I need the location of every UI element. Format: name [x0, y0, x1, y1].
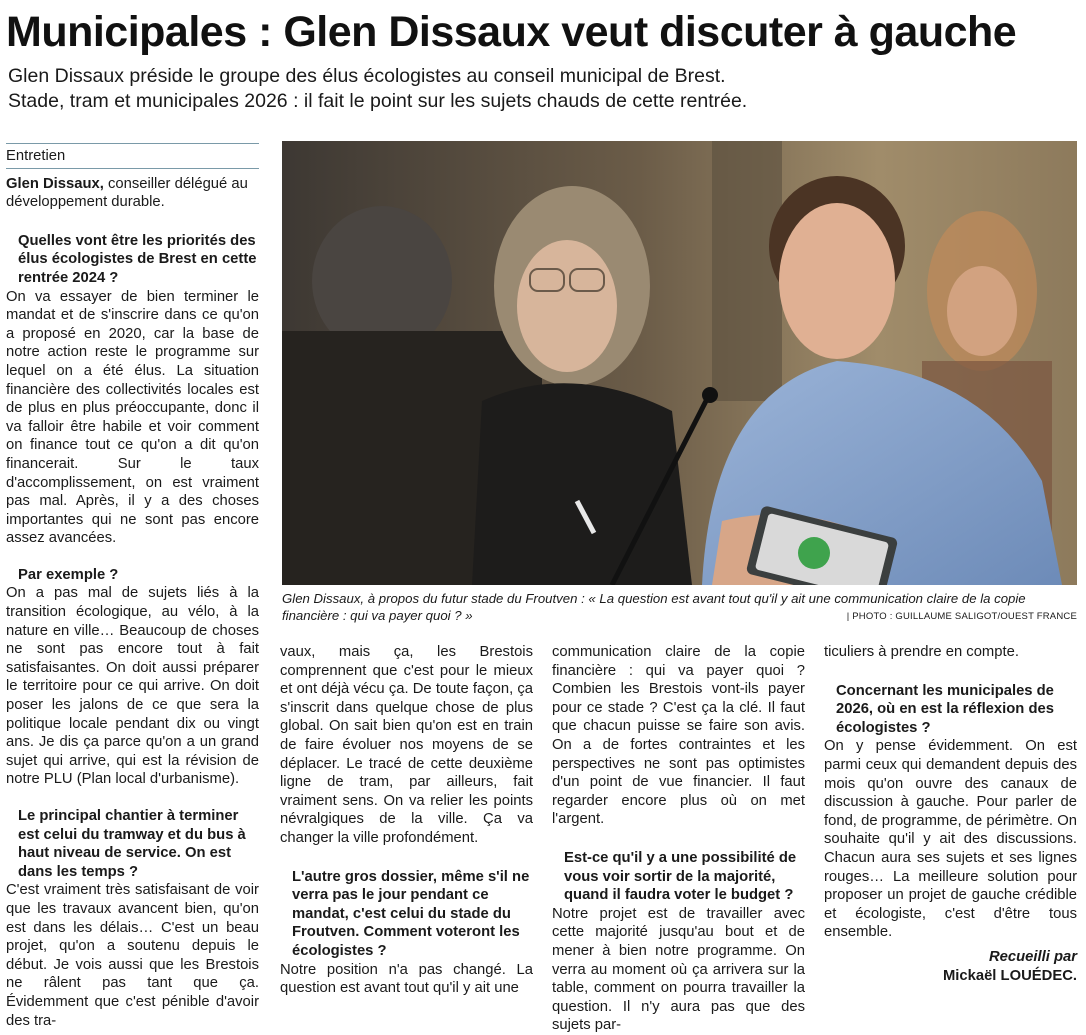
- photo-credit: | PHOTO : GUILLAUME SALIGOT/OUEST FRANCE: [846, 611, 1077, 622]
- headline: Municipales : Glen Dissaux veut discuter à gauche: [6, 8, 1017, 56]
- question-3: Le principal chantier à terminer est celui du tramway et du bus à haut niveau de service. On est dans les temps ?: [18, 808, 246, 880]
- answer-3-part-1: C'est vraiment très satisfaisant de voir que les travaux avancent bien, qu'on est dans les délais… C'est un beau projet, qu'on a soutenu depuis le début. Je vois aussi que les Brestois ne râlent pas tant que ça. Évidemment que c'est pénible d'avoir des tra-: [6, 882, 259, 1029]
- article-column-2: [280, 643, 533, 998]
- answer-5-part-1: Notre projet est de travailler avec cette majorité jusqu'au bout et de mener à bien notre programme. On verra au moment où ça arrivera sur la table, comment on pourra travailler la question. Il n'y aura pas que des sujets par-: [552, 905, 805, 1034]
- interviewee-role: conseiller délégué au développement durable.: [6, 175, 248, 211]
- question-4: L'autre gros dossier, même s'il ne verra pas le jour pendant ce mandat, c'est celui du stade du Froutven. Comment voteront les écologistes ?: [292, 868, 530, 959]
- standfirst-line-1: Glen Dissaux préside le groupe des élus écologistes au conseil municipal de Brest.: [8, 65, 726, 87]
- answer-1: On va essayer de bien terminer le mandat et de s'inscrire dans ce qu'on a proposé en 2020, car la base de notre action reste le programme sur lequel on a été élus. La situation financière des collectivités locales est de plus en plus préoccupante, donc il va falloir être habile et voir comment on finance tout ce qu'on a dit qu'on financerait. Sur le taux d'accomplissement, on est vraiment pas mal. Après, il y a des choses importantes qui ne sont pas encore assez avancées.: [6, 288, 259, 547]
- intro: [6, 175, 259, 212]
- standfirst-line-2: Stade, tram et municipales 2026 : il fait le point sur les sujets chauds de cette rentrée.: [8, 90, 748, 112]
- answer-2: On a pas mal de sujets liés à la transition écologique, au vélo, à la nature en ville… Beaucoup de choses ne sont pas encore tout à fait satisfaisantes. On doit aussi préparer le territoire pour ce qui arrive. On doit poser les jalons de ce que sera la politique locale pendant dix ou vingt ans. Je dis ça parce qu'on a un grand sujet qui arrive, qui est la révision de notre PLU (Plan local d'urbanisme).: [6, 585, 259, 788]
- article-column-3: [552, 643, 805, 1035]
- rubric-label: Entretien: [6, 143, 259, 169]
- interviewee-name: Glen Dissaux,: [6, 175, 104, 192]
- byline-label: Recueilli par: [989, 948, 1077, 965]
- answer-4-part-2: communication claire de la copie financière : qui va payer quoi ? Combien les Brestois vont-ils payer pour ce stade ? C'est ça la clé. Il faut que chacun puisse se faire son avis. On a de fortes contraintes et les perspectives ne sont pas optimistes d'un point de vue financier. Il faut regarder encore plus où on met l'argent.: [552, 644, 805, 828]
- answer-6: On y pense évidemment. On est parmi ceux qui demandent depuis des mois qu'on ouvre des canaux de discussion à gauche. Pour parler de fond, de programme, de périmètre. On souhaite qu'il y ait des discussions. Chacun aura ses sujets et ses lignes rouges… La meilleure solution pour proposer un projet de gauche crédible et écologiste, c'est d'être tous ensemble.: [824, 738, 1077, 941]
- answer-4-part-1: Notre position n'a pas changé. La question est avant tout qu'il y ait une: [280, 961, 533, 997]
- article-photo: [282, 141, 1077, 585]
- question-6: Concernant les municipales de 2026, où en est la réflexion des écologistes ?: [836, 682, 1054, 736]
- answer-5-part-2: ticuliers à prendre en compte.: [824, 644, 1019, 660]
- question-2: Par exemple ?: [18, 566, 119, 583]
- article-column-4: [824, 643, 1077, 985]
- article-column-1: [6, 143, 259, 1030]
- question-1: Quelles vont être les priorités des élus écologistes de Brest en cette rentrée 2024 ?: [18, 232, 257, 286]
- photo-illustration: [282, 141, 1077, 585]
- answer-3-part-2: vaux, mais ça, les Brestois comprennent que c'est pour le mieux et ont déjà vécu ça. De toute façon, ça s'inscrit dans quelque chose de plus global. On sait bien qu'on est en train de faire évoluer nos moyens de se déplacer. Le tracé de cette deuxième ligne de tram, par ailleurs, fait vraiment sens. On va relier les points névralgiques de la ville. Ça va changer la ville profondément.: [280, 644, 533, 846]
- photo-caption: Glen Dissaux, à propos du futur stade du Froutven : « La question est avant tout qu'il y ait une communication claire de la copie financière : qui va payer quoi ? »: [282, 591, 1026, 623]
- question-5: Est-ce qu'il y a une possibilité de vous voir sortir de la majorité, quand il faudra voter le budget ?: [564, 849, 797, 904]
- standfirst: [8, 64, 1078, 114]
- byline-author: Mickaël LOUÉDEC.: [942, 967, 1077, 984]
